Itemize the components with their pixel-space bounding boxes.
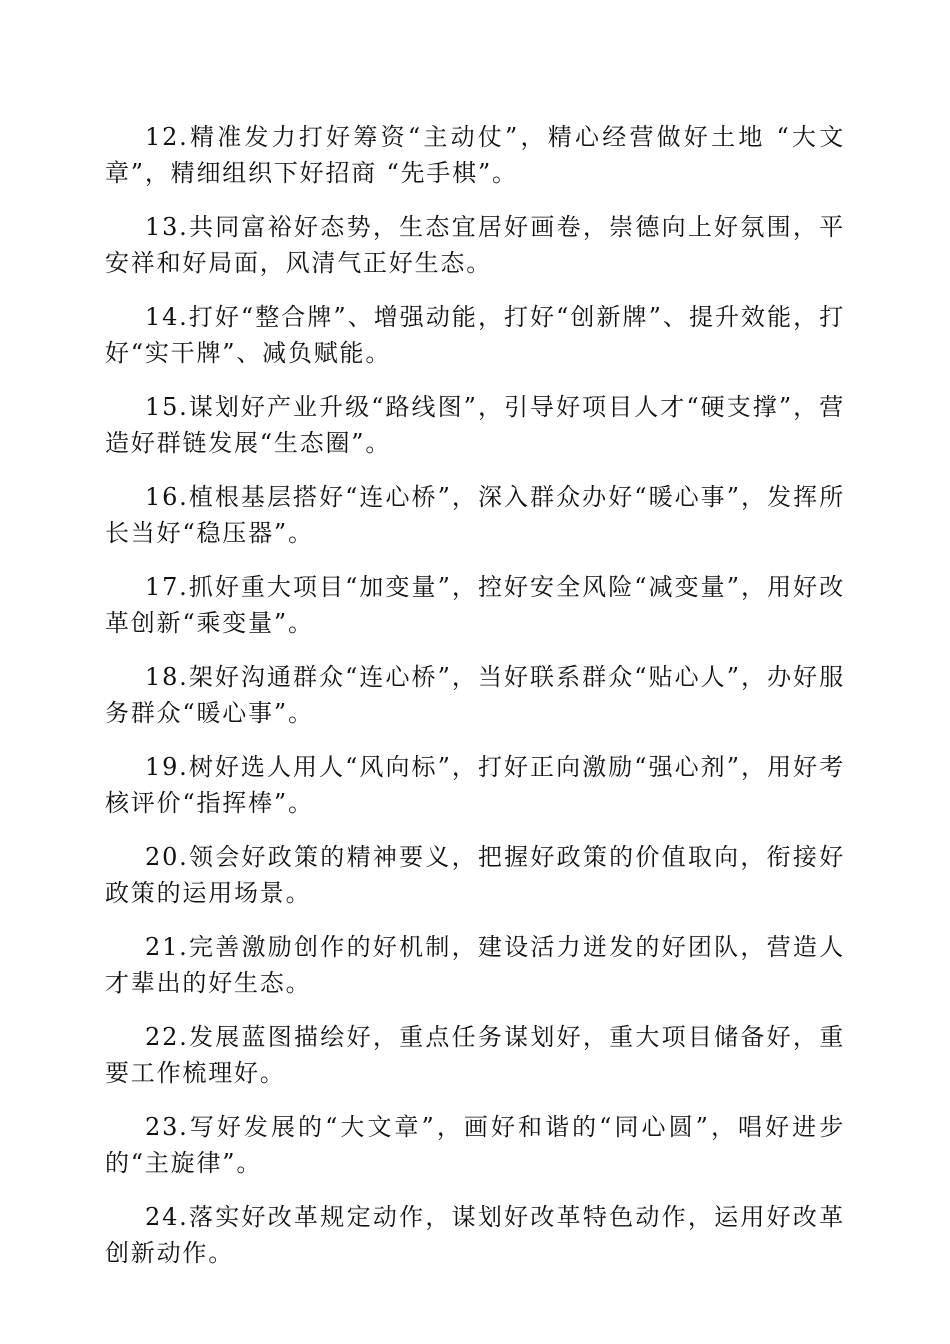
paragraph-12: 12.精准发力打好筹资“主动仗”，精心经营做好土地 “大文章”，精细组织下好招商 “先手棋”。 bbox=[105, 123, 845, 187]
paragraph-24: 24.落实好改革规定动作，谋划好改革特色动作，运用好改革创新动作。 bbox=[105, 1203, 845, 1267]
paragraph-22: 22.发展蓝图描绘好，重点任务谋划好，重大项目储备好，重要工作梳理好。 bbox=[105, 1023, 845, 1087]
paragraph-18: 18.架好沟通群众“连心桥”，当好联系群众“贴心人”，办好服务群众“暖心事”。 bbox=[105, 663, 845, 727]
paragraph-23: 23.写好发展的“大文章”，画好和谐的“同心圆”，唱好进步的“主旋律”。 bbox=[105, 1113, 845, 1177]
paragraph-21: 21.完善激励创作的好机制，建设活力迸发的好团队，营造人才辈出的好生态。 bbox=[105, 933, 845, 997]
paragraph-17: 17.抓好重大项目“加变量”，控好安全风险“减变量”，用好改革创新“乘变量”。 bbox=[105, 573, 845, 637]
paragraph-19: 19.树好选人用人“风向标”，打好正向激励“强心剂”，用好考核评价“指挥棒”。 bbox=[105, 753, 845, 817]
paragraph-15: 15.谋划好产业升级“路线图”，引导好项目人才“硬支撑”，营造好群链发展“生态圈”。 bbox=[105, 393, 845, 457]
paragraph-13: 13.共同富裕好态势，生态宜居好画卷，崇德向上好氛围，平安祥和好局面，风清气正好生态。 bbox=[105, 213, 845, 277]
paragraph-16: 16.植根基层搭好“连心桥”，深入群众办好“暖心事”，发挥所长当好“稳压器”。 bbox=[105, 483, 845, 547]
paragraph-14: 14.打好“整合牌”、增强动能，打好“创新牌”、提升效能，打好“实干牌”、减负赋能。 bbox=[105, 303, 845, 367]
paragraph-20: 20.领会好政策的精神要义，把握好政策的价值取向，衔接好政策的运用场景。 bbox=[105, 843, 845, 907]
